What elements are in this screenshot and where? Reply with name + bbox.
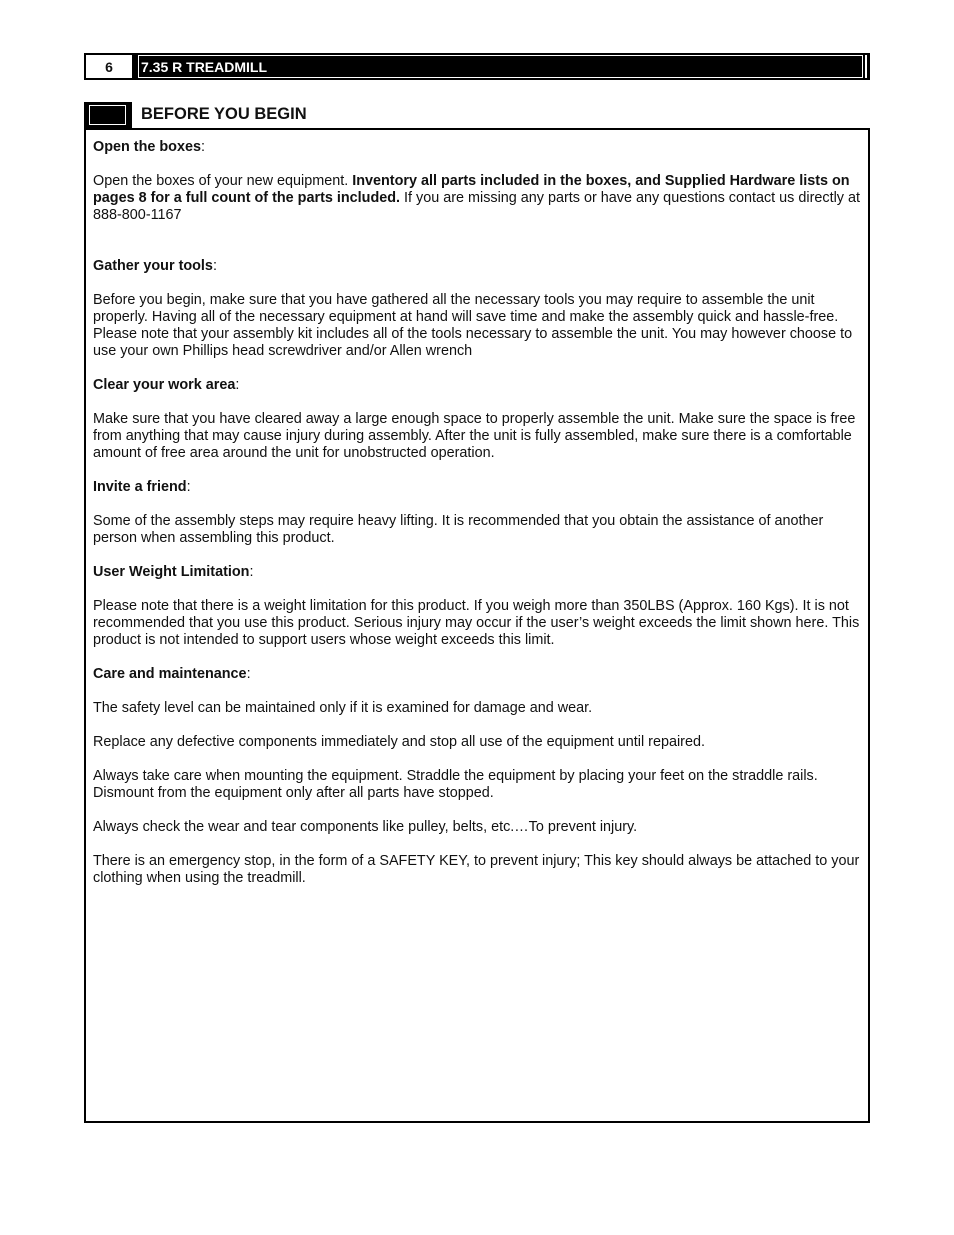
heading-text: Clear your work area <box>93 377 236 393</box>
paragraph-care-1: The safety level can be maintained only if it is examined for damage and wear. <box>93 700 593 716</box>
paragraph-gather-tools: Before you begin, make sure that you have gathered all the necessary tools you may require to assemble the unit properly. Having all of the necessary equipment at hand will save time and make the assembly quick and hassle-free. Please note that your assembly kit includes all of the tools necessary to assemble the unit. You may however choose to use your own Phillips head screwdriver and/or Allen wrench <box>93 292 853 359</box>
paragraph-care-2: Replace any defective components immediately and stop all use of the equipment until repaired. <box>93 734 705 750</box>
paragraph-invite-friend: Some of the assembly steps may require heavy lifting. It is recommended that you obtain the assistance of another person when assembling this product. <box>93 513 824 546</box>
document-title: 7.35 R TREADMILL <box>138 55 863 78</box>
heading-user-weight <box>93 564 863 581</box>
header-divider <box>865 55 867 78</box>
paragraph-open-boxes <box>93 173 863 224</box>
paragraph-bold-text: Inventory all parts included in the boxes, and Supplied Hardware lists on pages 8 for a full count of the parts included. <box>93 173 850 206</box>
heading-colon: : <box>212 258 217 274</box>
heading-care-maintenance <box>93 666 863 683</box>
spacer <box>93 241 863 258</box>
paragraph-care-3: Always take care when mounting the equipment. Straddle the equipment by placing your feet on the straddle rails. Dismount from the equipment only after all parts have stopped. <box>93 768 818 801</box>
paragraph-user-weight: Please note that there is a weight limitation for this product. If you weigh more than 350LBS (Approx. 160 Kgs). It is not recommended that you use this product. Serious injury may occur if the user’s weight exceeds the limit shown here. This product is not intended to support users whose weight exceeds this limit. <box>93 598 860 648</box>
heading-invite-friend <box>93 479 863 496</box>
heading-text: Open the boxes <box>93 139 201 155</box>
page-number: 6 <box>86 55 132 78</box>
heading-colon: : <box>249 564 254 580</box>
heading-clear-work-area <box>93 377 863 394</box>
heading-text: Gather your tools <box>93 258 213 274</box>
page-header <box>84 53 870 80</box>
content-body <box>93 139 863 904</box>
heading-gather-tools <box>93 258 863 275</box>
heading-text: Invite a friend <box>93 479 187 495</box>
paragraph-text-tail: If you are missing any parts or have any questions contact us directly at 888-800-1167 <box>93 190 860 223</box>
heading-colon: : <box>200 139 205 155</box>
section-marker <box>84 102 132 129</box>
heading-open-boxes <box>93 139 863 156</box>
heading-text: User Weight Limitation <box>93 564 250 580</box>
paragraph-care-5: There is an emergency stop, in the form of a SAFETY KEY, to prevent injury; This key should always be attached to your clothing when using the treadmill. <box>93 853 860 886</box>
heading-colon: : <box>246 666 251 682</box>
paragraph-care-4: Always check the wear and tear components like pulley, belts, etc.…To prevent injury. <box>93 819 638 835</box>
paragraph-text: Open the boxes of your new equipment. <box>93 173 353 189</box>
section-title: BEFORE YOU BEGIN <box>141 105 307 123</box>
heading-colon: : <box>186 479 191 495</box>
heading-colon: : <box>235 377 240 393</box>
heading-text: Care and maintenance <box>93 666 247 682</box>
section-marker-inner <box>89 105 126 125</box>
paragraph-clear-work-area: Make sure that you have cleared away a large enough space to properly assemble the unit. Make sure the space is free from anything that may cause injury during assembly. After the unit is fully assembled, make sure there is a comfortable amount of free area around the unit for unobstructed operation. <box>93 411 856 461</box>
